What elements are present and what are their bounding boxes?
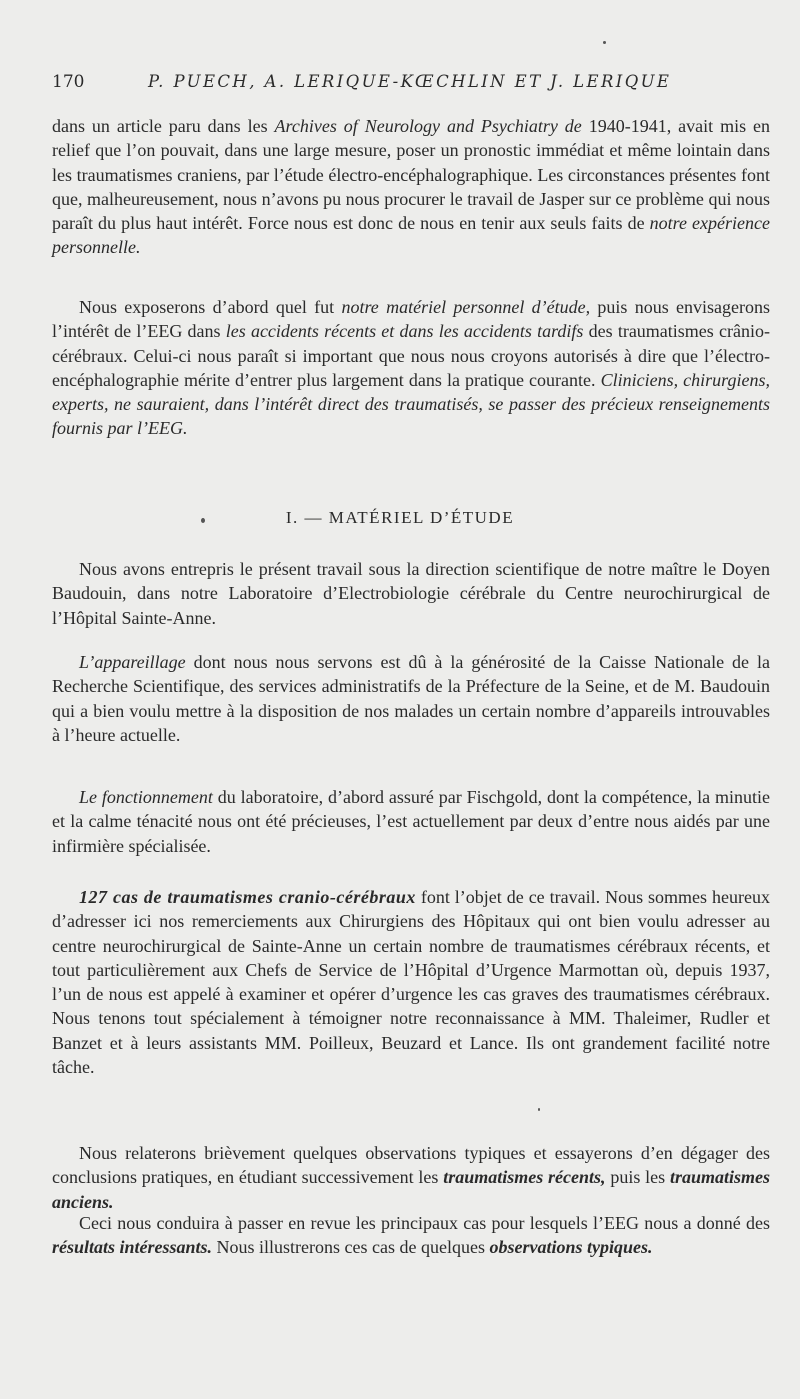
- page-header: [52, 72, 744, 96]
- scan-speck: [538, 1108, 540, 1111]
- p6-bold-heading: 127 cas de traumatismes cranio-cérébraux: [79, 887, 416, 907]
- p8-text-1: Ceci nous conduira à passer en revue les principaux cas pour lesquels l’EEG nous a donné des: [79, 1213, 770, 1233]
- p1-journal-title: Archives of Neurology and Psychiatry de: [274, 116, 582, 136]
- p7-emphasis-1: traumatismes récents,: [443, 1167, 606, 1188]
- p2-emphasis-1: notre matériel personnel d’étude,: [341, 297, 591, 317]
- p1-text-1: dans un article paru dans les: [52, 116, 275, 136]
- p4-text: dont nous nous servons est dû à la générosité de la Caisse Nationale de la Recherche Scientifique, des services administratifs de la Préfecture de la Seine, et de M. Baudouin qui a bien voulu mettre à la disposition de nos malades un certain nombre d’appareils introuvables à l’heure actuelle.: [52, 652, 770, 745]
- p7-emphasis-2: traumatismes anciens.: [52, 1167, 770, 1212]
- paragraph-2: [52, 295, 770, 441]
- paragraph-5: [52, 785, 770, 858]
- p1-text-2: 1940-1941, avait mis en relief que l’on pouvait, dans une large mesure, poser un pronostic immédiat et même lointain dans les traumatismes craniens, par l’étude électro-encéphalographique. Les circonstances présentes font que, malheureusement, nous n’avons pu nous procurer le travail de Jasper sur ce problème qui nous paraît du plus haut intérêt. Force nous est donc de nous en tenir aux seuls faits de: [52, 116, 770, 234]
- p3-text: Nous avons entrepris le présent travail sous la direction scientifique de notre maître le Doyen Baudouin, dans notre Laboratoire d’Electrobiologie cérébrale du Centre neurochirurgical de l’Hôpital Sainte-Anne.: [52, 559, 770, 628]
- section-heading: I. — MATÉRIEL D’ÉTUDE: [285, 508, 515, 527]
- p7-text-1: Nous relaterons brièvement quelques observations typiques et essayerons d’en dégager des conclusions pratiques, en étudiant successivement les: [52, 1143, 770, 1188]
- p5-text: du laboratoire, d’abord assuré par Fischgold, dont la compétence, la minutie et la calme ténacité nous ont été précieuses, l’est actuellement par deux d’entre nous aidés par une infirmière spécialisée.: [52, 787, 770, 856]
- scan-speck: [201, 518, 205, 523]
- p8-emphasis-1: résultats intéressants.: [52, 1237, 213, 1258]
- p2-text-1: Nous exposerons d’abord quel fut: [79, 297, 342, 317]
- p1-emphasis: notre expérience personnelle.: [52, 213, 770, 258]
- paragraph-4: [52, 650, 770, 747]
- paragraph-3: [52, 557, 770, 630]
- p5-emphasis: Le fonctionnement: [79, 787, 213, 807]
- p2-emphasis-2: les accidents récents et dans les accidents tardifs: [225, 321, 584, 342]
- p8-text-2: Nous illustrerons ces cas de quelques: [212, 1237, 490, 1258]
- p2-emphasis-3: Cliniciens, chirurgiens, experts, ne sauraient, dans l’intérêt direct des traumatisés, se passer des précieux renseignements fournis par l’EEG.: [52, 369, 771, 439]
- paragraph-7: [52, 1141, 770, 1214]
- paragraph-6: [52, 885, 770, 1079]
- page-number: 170: [52, 72, 85, 92]
- p6-text: font l’objet de ce travail. Nous sommes heureux d’adresser ici nos remerciements aux Chirurgiens des Hôpitaux qui ont bien voulu adresser au centre neurochirurgical de Sainte-Anne un certain nombre de traumatismes cérébraux récents, et tout particulièrement aux Chefs de Service de l’Hôpital d’Urgence Marmottan où, depuis 1937, l’un de nous est appelé à examiner et opérer d’urgence les cas graves des traumatismes cérébraux. Nous tenons tout spécialement à témoigner notre reconnaissance à MM. Thaleimer, Rudler et Banzet et à leurs assistants MM. Poilleux, Beuzard et Lance. Ils ont grandement facilité notre tâche.: [52, 887, 770, 1078]
- scan-speck: [603, 41, 606, 44]
- paragraph-1: [52, 114, 770, 260]
- p4-emphasis: L’appareillage: [79, 652, 186, 672]
- p2-text-3: des traumatismes crânio-cérébraux. Celui-ci nous paraît si important que nous nous croyons autorisés à dire que l’électro-encéphalographie mérite d’entrer plus largement dans la pratique courante.: [52, 321, 770, 390]
- p8-emphasis-2: observations typiques.: [489, 1237, 653, 1258]
- paragraph-8: [52, 1211, 770, 1260]
- running-head: P. PUECH, A. LERIQUE-KŒCHLIN ET J. LERIQUE: [148, 72, 672, 91]
- p2-text-2: puis nous envisagerons l’intérêt de l’EEG dans: [52, 297, 771, 342]
- p7-text-2: puis les: [605, 1167, 670, 1188]
